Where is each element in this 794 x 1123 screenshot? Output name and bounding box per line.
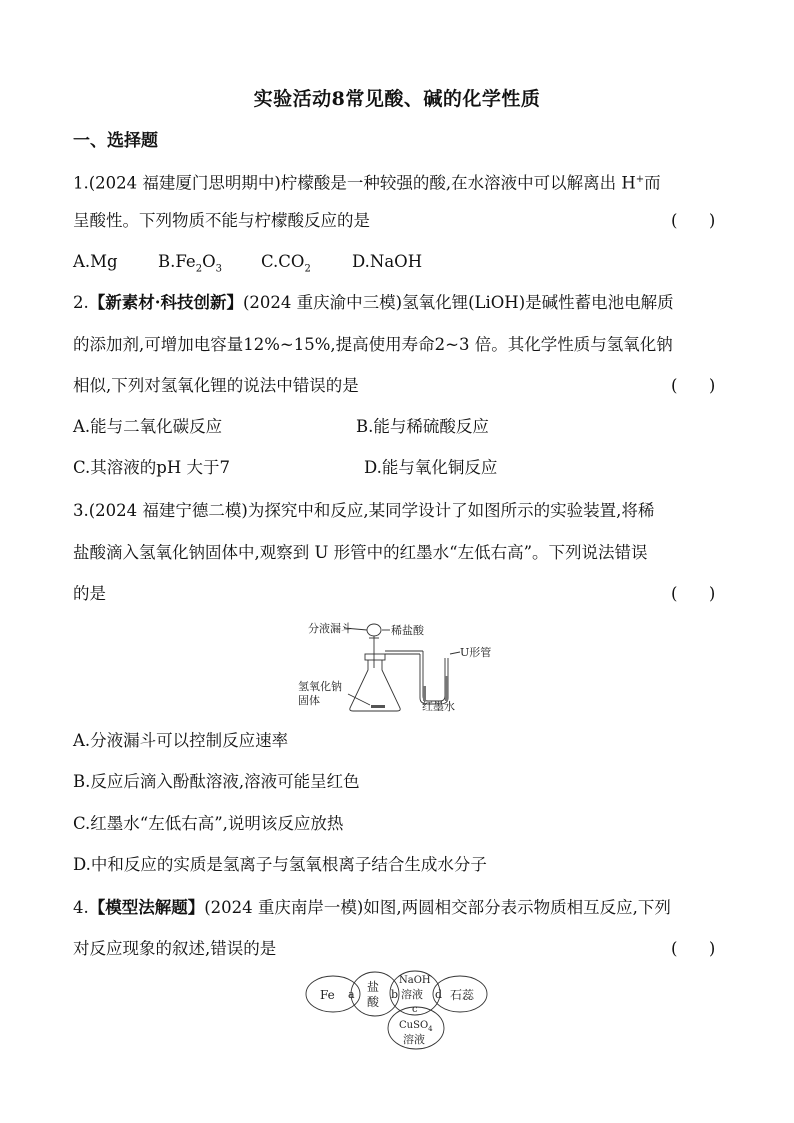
q2-option-b: B.能与稀硫酸反应 (356, 417, 489, 436)
fig-label-cuso4-1: CuSO$_4$ (399, 1020, 433, 1033)
fig-label-utube: U形管 (460, 646, 492, 659)
q4-line-1: 4.【模型法解题】(2024 重庆南岸一模)如图,两圆相交部分表示物质相互反应,下列 (73, 898, 671, 917)
fig-label-litmus: 石蕊 (450, 988, 475, 1002)
q4-line-2: 对反应现象的叙述,错误的是 (73, 939, 277, 958)
q1-answer-paren: ( ) (671, 211, 716, 230)
q3-option-d: D.中和反应的实质是氢离子与氢氧根离子结合生成水分子 (73, 855, 487, 874)
q4-answer-paren: ( ) (671, 939, 716, 958)
section-heading: 一、选择题 (73, 131, 158, 151)
q3-line-3: 的是 (73, 584, 106, 603)
fig-label-naoh-2: 溶液 (401, 988, 423, 1001)
fig-label-funnel: 分液漏斗 (308, 622, 352, 635)
q3-line-2: 盐酸滴入氢氧化钠固体中,观察到 U 形管中的红墨水“左低右高”。下列说法错误 (73, 543, 648, 562)
q3-option-c: C.红墨水“左低右高”,说明该反应放热 (73, 814, 344, 833)
fig-label-hcl-1: 盐 (367, 980, 380, 994)
fig-label-ink: 红墨水 (422, 700, 455, 713)
fig-label-acid: 稀盐酸 (391, 624, 424, 637)
q2-line-2: 的添加剂,可增加电容量12%~15%,提高使用寿命2~3 倍。其化学性质与氢氧化钠 (73, 335, 673, 354)
fig-label-naoh-2: 固体 (298, 694, 320, 707)
fig-label-b: b (391, 988, 399, 1001)
q2-option-a: A.能与二氧化碳反应 (73, 417, 223, 436)
fig-label-naoh-1: NaOH (399, 975, 431, 986)
q3-answer-paren: ( ) (671, 584, 716, 603)
fig-label-cuso4-2: 溶液 (403, 1033, 425, 1046)
fig-label-hcl-2: 酸 (367, 995, 380, 1009)
q2-line-3: 相似,下列对氢氧化锂的说法中错误的是 (73, 376, 359, 395)
q2-option-d: D.能与氧化铜反应 (364, 458, 498, 477)
q2-line-1: 2.【新素材·科技创新】(2024 重庆渝中三模)氢氧化锂(LiOH)是碱性蓄电池电解质 (73, 293, 674, 312)
page-title: 实验活动8常见酸、碱的化学性质 (253, 88, 541, 110)
q1-line-1: 1.(2024 福建厦门思明期中)柠檬酸是一种较强的酸,在水溶液中可以解离出 H+而 (73, 173, 661, 193)
q3-line-1: 3.(2024 福建宁德二模)为探究中和反应,某同学设计了如图所示的实验装置,将稀 (73, 501, 655, 520)
fig-label-naoh-1: 氢氧化钠 (298, 680, 342, 693)
fig-label-d: d (435, 988, 443, 1001)
fig-label-a: a (348, 988, 355, 1001)
q1-option-b: $B.Fe_2O_3$ (158, 252, 222, 275)
q2-answer-paren: ( ) (671, 376, 716, 395)
q1-line-2: 呈酸性。下列物质不能与柠檬酸反应的是 (73, 211, 370, 230)
q1-option-a: A.Mg (73, 252, 118, 271)
fig-label-fe: Fe (320, 988, 335, 1002)
q1-option-c: $C.CO_2$ (261, 252, 311, 275)
q4-circles-figure (300, 966, 500, 1054)
q3-option-a: A.分液漏斗可以控制反应速率 (73, 731, 289, 750)
fig-label-c: c (412, 1004, 418, 1015)
q1-option-d: D.NaOH (352, 252, 423, 271)
q3-apparatus-figure (290, 616, 510, 716)
q2-option-c: C.其溶液的pH 大于7 (73, 458, 230, 477)
q3-option-b: B.反应后滴入酚酞溶液,溶液可能呈红色 (73, 772, 360, 791)
